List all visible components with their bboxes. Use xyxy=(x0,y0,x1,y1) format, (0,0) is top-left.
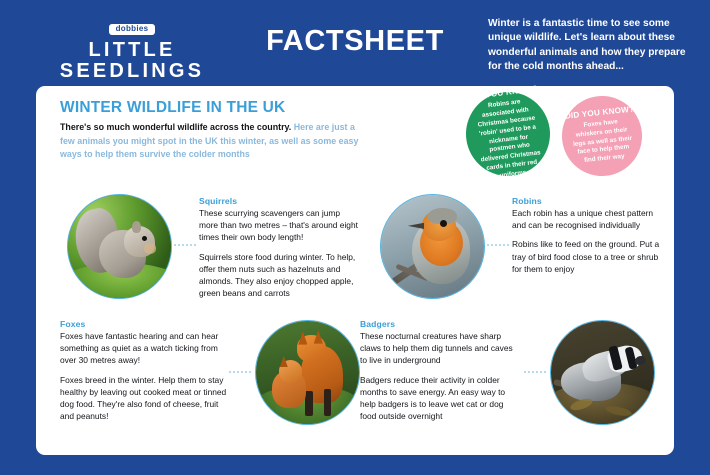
robin-connector-dots xyxy=(486,244,509,246)
squirrel-cheek-shape xyxy=(144,243,155,253)
badger-paragraph-1: These nocturnal creatures have sharp claws to help them dig tunnels and caves to live in underground xyxy=(360,331,513,366)
squirrel-photo xyxy=(67,194,172,299)
fox-paragraph-1: Foxes have fantastic hearing and can hear something as quiet as a watch ticking from over 30 metres away! xyxy=(60,331,219,366)
adult-fox-leg-shape xyxy=(305,391,312,416)
section-title: WINTER WILDLIFE IN THE UK xyxy=(60,99,286,116)
subtitle-light-part: Here are just a few animals you might spot in the UK this winter, as well as some easy ways to help them survive the colder months xyxy=(60,122,359,160)
page-title: FACTSHEET xyxy=(266,25,444,57)
badger-paragraph-2: Badgers reduce their activity in colder months to save energy. An easy way to help badgers is to leave wet cat or dog food outside overnight xyxy=(360,374,506,422)
squirrel-connector-dots xyxy=(173,244,196,246)
did-you-know-heading: DID YOU KNOW? xyxy=(467,84,539,102)
squirrel-text-block xyxy=(199,196,361,299)
header-intro-text: Winter is a fantastic time to see some unique wildlife. Let's learn about these wonderful animals and how they prepare for the cold months ahead... xyxy=(488,18,686,73)
page-header xyxy=(0,0,710,88)
logo-line-seedlings: SEEDLINGS xyxy=(59,59,205,82)
adult-fox-leg-shape xyxy=(324,389,331,416)
fox-photo xyxy=(255,320,360,425)
badger-photo xyxy=(550,320,655,425)
squirrel-heading: Squirrels xyxy=(199,196,238,206)
logo-line-little: LITTLE xyxy=(88,39,176,61)
section-subtitle xyxy=(60,121,360,162)
badger-snout-shape xyxy=(635,355,648,367)
robin-eye-shape xyxy=(440,220,447,227)
fox-paragraph-2: Foxes breed in the winter. Help them to stay healthy by leaving out cooked meat or tinned dog food. They're also fond of cheese, fruit and peanuts! xyxy=(60,374,227,422)
subtitle-dark-part: There's so much wonderful wildlife across the country. xyxy=(60,122,292,132)
squirrel-ear-shape xyxy=(132,221,141,233)
robin-text-block xyxy=(512,196,662,275)
robin-photo xyxy=(380,194,485,299)
robin-paragraph-2: Robins like to feed on the ground. Put a tray of bird food close to a tree or shrub for them to enjoy xyxy=(512,239,660,274)
squirrel-paragraph-1: These scurrying scavengers can jump more than two metres – that's around eight times their own body length! xyxy=(199,208,358,243)
badger-text-block xyxy=(360,319,518,422)
badger-connector-dots xyxy=(523,371,546,373)
squirrel-paragraph-2: Squirrels store food during winter. To help, offer them nuts such as hazelnuts and almonds. They also enjoy chopped apple, green beans and carrots xyxy=(199,251,356,299)
did-you-know-body: Robins are associated with Christmas because 'robin' used to be a nickname for postmen who delivered Christmas cards in their red uniforms xyxy=(477,98,542,180)
fox-connector-dots xyxy=(228,371,251,373)
robin-paragraph-1: Each robin has a unique chest pattern and can be recognised individually xyxy=(512,208,654,231)
robin-heading: Robins xyxy=(512,196,542,206)
fox-heading: Foxes xyxy=(60,319,86,329)
fox-text-block xyxy=(60,319,228,422)
badger-heading: Badgers xyxy=(360,319,396,329)
logo-badge-dobbies: dobbies xyxy=(109,24,156,36)
did-you-know-body: Foxes have whiskers on their legs as well as their face to help them find their way xyxy=(572,118,633,165)
did-you-know-heading: DID YOU KNOW? xyxy=(564,104,635,121)
robin-beak-shape xyxy=(408,223,424,229)
